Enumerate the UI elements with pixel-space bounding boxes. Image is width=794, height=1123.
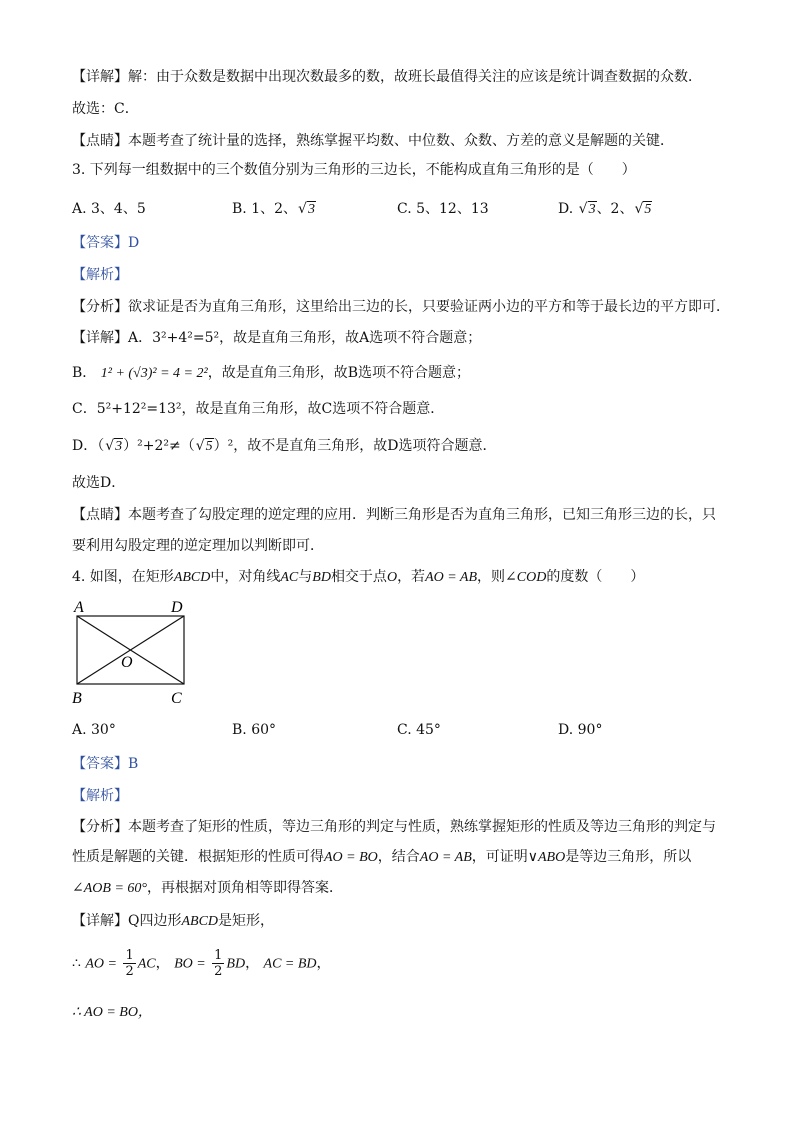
q3-option-d-sqrt1: √3 — [578, 201, 596, 217]
label-a: A — [74, 599, 84, 616]
q4-detail-tag: 【详解】 — [72, 913, 128, 929]
label-c: C — [171, 690, 182, 707]
label-o: O — [121, 654, 133, 671]
q4-q-abcd: ABCD — [173, 570, 211, 585]
q4-a3-eq: ∠AOB = 60° — [72, 881, 147, 896]
q3-option-a: A. 3、4、5 — [72, 201, 146, 217]
q3-option-d — [558, 198, 652, 218]
q4-q-text-2: 中，对角线 — [210, 569, 281, 585]
q3-comment-2: 要利用勾股定理的逆定理加以判断即可． — [72, 538, 324, 554]
q4-a2-text-1: 性质是解题的关键．根据矩形的性质可得 — [72, 849, 324, 865]
q3-detail-d-end: ）²，故不是直角三角形，故D选项符合题意． — [213, 438, 497, 454]
q4-option-c: C. 45° — [397, 722, 441, 738]
therefore-symbol: ∴ — [72, 955, 81, 972]
q4-q-text-5: ，若 — [397, 569, 426, 585]
q2-detail: 【详解】解：由于众数是数据中出现次数最多的数，故班长最值得关注的应该是统计调查数据的众数． — [72, 69, 702, 85]
q4-q-text-6: ，则 — [477, 569, 506, 585]
q4-q-angle: ∠COD — [505, 570, 547, 585]
q3-option-b — [232, 198, 316, 218]
q4-analysis-1: 【分析】本题考查了矩形的性质，等边三角形的判定与性质，熟练掌握矩形的性质及等边三角形的判定与 — [72, 819, 716, 835]
q4-detail-abcd: ABCD — [181, 914, 219, 929]
q3-detail-d-mid: ）²+2²≠（ — [123, 438, 195, 454]
fraction-one-half-2: $\frac{1}{2}$ — [214, 948, 223, 979]
q4-rectangle-figure — [70, 596, 200, 708]
q3-option-c: C. 5、12、13 — [397, 201, 489, 217]
q4-analysis-tag: 【解析】 — [72, 788, 128, 804]
q3-detail-d-sqrt2: √5 — [195, 438, 213, 454]
q4-eq1-ac: AC — [137, 956, 156, 972]
q3-detail-b-text: ，故是直角三角形，故B选项不符合题意； — [207, 365, 470, 381]
q4-q-o: O — [386, 570, 398, 585]
q3-question: 3. 下列每一组数据中的三个数值分别为三角形的三边长，不能构成直角三角形的是（ ） — [72, 162, 636, 178]
q4-q-text-4: 相交于点 — [330, 569, 387, 585]
q4-analysis-3 — [72, 879, 343, 898]
q4-question — [72, 568, 644, 587]
label-b: B — [72, 690, 82, 707]
q4-q-ac: AC — [280, 570, 299, 585]
q4-detail-because-symbol: Q — [128, 913, 140, 929]
q4-q-text-3: 与 — [298, 569, 313, 585]
q4-eq1-ao: AO = — [85, 956, 117, 972]
q4-detail-text-1: 四边形 — [139, 913, 182, 929]
q3-detail-c: C．5²+12²=13²，故是直角三角形，故C选项不符合题意． — [72, 401, 445, 417]
fraction-one-half: $\frac{1}{2}$ — [125, 948, 134, 979]
q4-equation-1: ∴ AO = $\frac{1}{2}$ AC， BO = $\frac{1}{2}$ BD， AC = BD， — [72, 948, 331, 979]
q3-detail-d-sqrt1: √3 — [105, 438, 123, 454]
q4-option-a: A. 30° — [72, 722, 116, 738]
q3-detail-b — [72, 364, 470, 383]
q4-equation-2: ∴ AO = BO， — [72, 1005, 152, 1020]
q4-a2-text-4: 是等边三角形，所以 — [565, 849, 692, 865]
q4-q-bd: BD — [312, 570, 331, 585]
q4-analysis-2 — [72, 848, 691, 867]
label-d: D — [171, 599, 183, 616]
q3-option-d-sqrt2: √5 — [634, 201, 652, 217]
q3-option-b-prefix: B. 1、2、 — [232, 201, 298, 217]
q3-analysis-tag: 【解析】 — [72, 267, 128, 283]
q4-option-d: D. 90° — [558, 722, 603, 738]
q3-option-d-prefix: D. — [558, 201, 574, 217]
q3-analysis: 【分析】欲求证是否为直角三角形，这里给出三边的长，只要验证两小边的平方和等于最长边的平方即可． — [72, 299, 730, 315]
q4-eq1-bo: BO = — [174, 956, 206, 972]
q3-detail-b-prefix: B． — [72, 365, 97, 381]
q2-comment: 【点睛】本题考查了统计量的选择，熟练掌握平均数、中位数、众数、方差的意义是解题的关键． — [72, 133, 674, 149]
q4-detail-text-2: 是矩形， — [218, 913, 275, 929]
q4-detail — [72, 912, 274, 931]
q3-detail-a: 【详解】A．3²+4²=5²，故是直角三角形，故A选项不符合题意； — [72, 330, 482, 346]
q4-a2-text-3: ，可证明 — [471, 849, 528, 865]
q3-option-d-mid: 、2、 — [596, 201, 634, 217]
q4-a2-eq2: AO = AB — [419, 850, 472, 865]
q4-answer: 【答案】B — [72, 756, 139, 772]
q4-a2-tri: ∨ABO — [527, 850, 566, 865]
q3-detail-d-prefix: D．（ — [72, 438, 105, 454]
q2-choose: 故选：C． — [72, 101, 139, 117]
q4-a2-text-2: ，结合 — [377, 849, 420, 865]
q4-q-text-1: 4. 如图，在矩形 — [72, 569, 174, 585]
q4-eq1-bd: BD — [226, 956, 246, 972]
q3-comment-1: 【点睛】本题考查了勾股定理的逆定理的应用．判断三角形是否为直角三角形，已知三角形三边的长，只 — [72, 507, 716, 523]
q4-option-b: B. 60° — [232, 722, 277, 738]
q4-a3-text: ，再根据对顶角相等即得答案． — [147, 880, 343, 896]
q3-detail-b-expr: 1² + (√3)² = 4 = 2² — [100, 366, 208, 381]
q4-a2-eq1: AO = BO — [324, 850, 378, 865]
q3-choose: 故选D． — [72, 475, 126, 491]
q3-answer: 【答案】D — [72, 235, 140, 251]
q3-detail-d — [72, 437, 497, 456]
q4-eq1-last: AC = BD — [263, 956, 317, 972]
q4-q-text-7: 的度数（ ） — [546, 569, 645, 585]
q3-option-b-sqrt: √3 — [298, 201, 315, 217]
q4-q-cond: AO = AB — [425, 570, 478, 585]
